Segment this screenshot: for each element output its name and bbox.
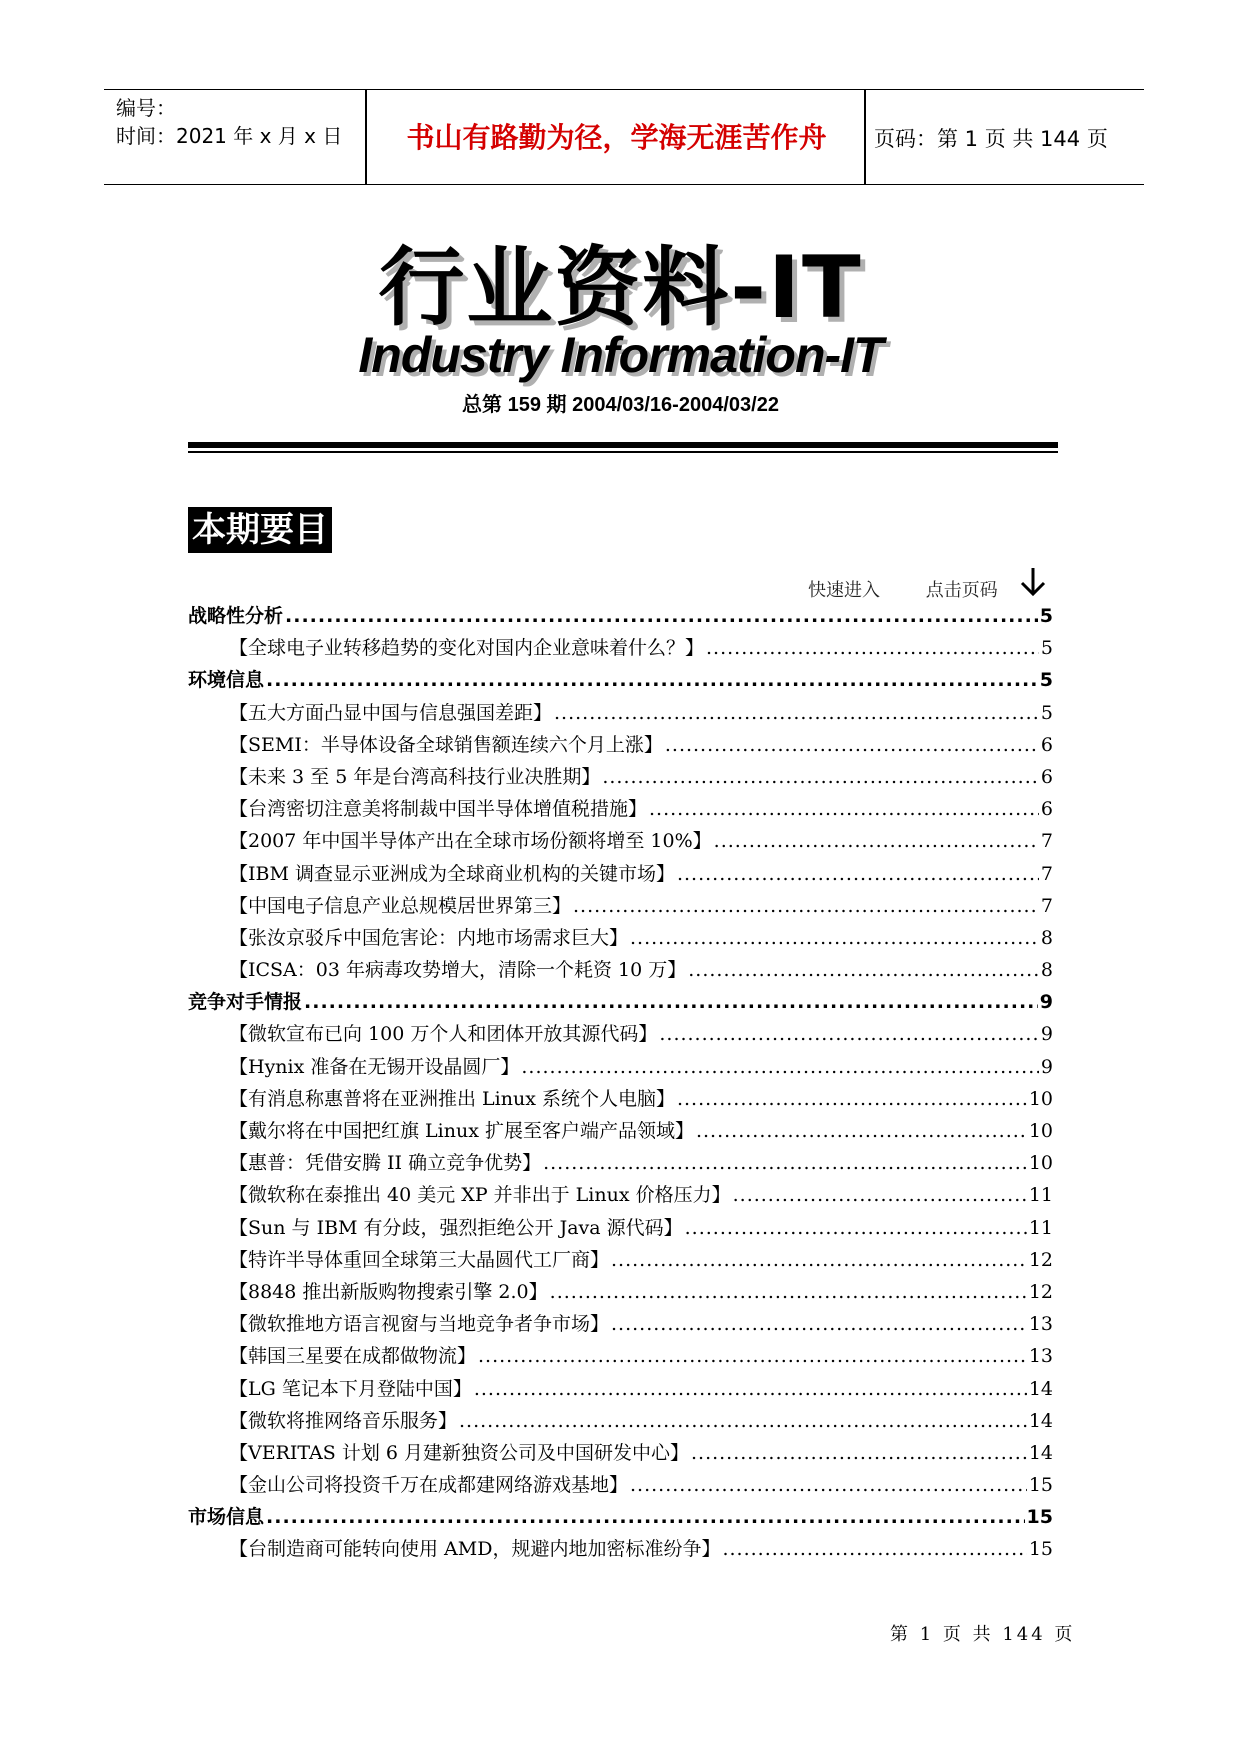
toc-category[interactable] xyxy=(188,664,1053,696)
title-english: Industry Information-IT xyxy=(358,327,883,383)
toc-entry[interactable] xyxy=(188,858,1053,890)
toc-entry-title: 【特许半导体重回全球第三大晶圆代工厂商】 xyxy=(229,1248,610,1271)
toc-entry-title: 【LG 笔记本下月登陆中国】 xyxy=(229,1377,472,1400)
toc-entry[interactable] xyxy=(188,1244,1053,1276)
toc-leader-dots xyxy=(696,1115,1027,1147)
toc-page-link[interactable]: 10 xyxy=(1028,1120,1053,1142)
toc-entry-title: 【SEMI：半导体设备全球销售额连续六个月上涨】 xyxy=(229,733,663,756)
toc-leader-dots xyxy=(685,1212,1027,1244)
toc-entry-title: 【五大方面凸显中国与信息强国差距】 xyxy=(229,701,553,724)
toc-entry-title: 【2007 年中国半导体产出在全球市场份额将增至 10%】 xyxy=(229,830,712,853)
toc-entry[interactable] xyxy=(188,1340,1053,1372)
toc-leader-dots xyxy=(285,600,1038,632)
toc-page-link[interactable]: 5 xyxy=(1039,605,1053,627)
toc-leader-dots xyxy=(266,664,1038,696)
toc-leader-dots xyxy=(266,1501,1025,1533)
toc-leader-dots xyxy=(691,1437,1027,1469)
toc-entry[interactable] xyxy=(188,890,1053,922)
toc-entry-title: 【台湾密切注意美将制裁中国半导体增值税措施】 xyxy=(229,798,648,821)
title-chinese: 行业资料-IT xyxy=(378,238,863,338)
toc-page-link[interactable]: 10 xyxy=(1028,1152,1053,1175)
toc-entry-title: 【张汝京驳斥中国危害论：内地市场需求巨大】 xyxy=(229,926,629,949)
toc-leader-dots xyxy=(573,890,1039,922)
toc-leader-dots xyxy=(714,825,1039,857)
toc-leader-dots xyxy=(706,632,1039,664)
toc-entry[interactable] xyxy=(188,632,1053,664)
toc-entry[interactable] xyxy=(188,761,1053,793)
toc-entry[interactable] xyxy=(188,729,1053,761)
toc-page-link[interactable]: 15 xyxy=(1028,1538,1053,1561)
toc-entry[interactable] xyxy=(188,1147,1053,1179)
toc-page-link[interactable]: 9 xyxy=(1040,1055,1053,1078)
toc-page-link[interactable]: 14 xyxy=(1028,1377,1053,1400)
toc-entry-title: 市场信息 xyxy=(188,1506,265,1529)
toc-entry-title: 【韩国三星要在成都做物流】 xyxy=(229,1345,477,1368)
toc-entry[interactable] xyxy=(188,793,1053,825)
toc-category[interactable] xyxy=(188,600,1053,632)
toc-entry-title: 【Hynix 准备在无锡开设晶圆厂】 xyxy=(229,1055,520,1078)
toc-entry[interactable] xyxy=(188,922,1053,954)
table-of-contents xyxy=(188,600,1053,1566)
toc-page-link[interactable]: 8 xyxy=(1040,926,1053,949)
toc-entry-title: 环境信息 xyxy=(188,669,265,692)
toc-leader-dots xyxy=(611,1308,1027,1340)
toc-leader-dots xyxy=(474,1373,1027,1405)
header-meta xyxy=(116,94,366,150)
toc-page-link[interactable]: 5 xyxy=(1040,637,1053,660)
toc-page-link[interactable]: 7 xyxy=(1040,894,1053,917)
toc-page-link[interactable]: 8 xyxy=(1040,959,1053,982)
toc-entry[interactable] xyxy=(188,1469,1053,1501)
toc-entry[interactable] xyxy=(188,1533,1053,1565)
toc-entry-title: 【IBM 调查显示亚洲成为全球商业机构的关键市场】 xyxy=(229,862,675,885)
toc-leader-dots xyxy=(630,922,1039,954)
toc-entry-title: 【未来 3 至 5 年是台湾高科技行业决胜期】 xyxy=(229,765,601,788)
section-label: 本期要目 xyxy=(188,507,332,553)
toc-entry-title: 【全球电子业转移趋势的变化对国内企业意味着什么？】 xyxy=(229,637,705,660)
toc-leader-dots xyxy=(677,1083,1027,1115)
toc-leader-dots xyxy=(630,1469,1027,1501)
toc-page-link[interactable]: 15 xyxy=(1028,1474,1053,1497)
toc-leader-dots xyxy=(688,954,1039,986)
toc-page-link[interactable]: 12 xyxy=(1028,1280,1053,1303)
toc-page-link[interactable]: 5 xyxy=(1040,701,1053,724)
header-motto: 书山有路勤为径，学海无涯苦作舟 xyxy=(406,121,827,154)
toc-entry-title: 【微软推地方语言视窗与当地竞争者争市场】 xyxy=(229,1313,610,1336)
toc-entry-title: 【戴尔将在中国把红旗 Linux 扩展至客户端产品领域】 xyxy=(229,1120,694,1142)
toc-entry[interactable] xyxy=(188,1083,1053,1115)
issue-line: 总第 159 期 2004/03/16-2004/03/22 xyxy=(462,394,779,416)
toc-entry[interactable] xyxy=(188,1373,1053,1405)
toc-page-link[interactable]: 9 xyxy=(1040,1023,1053,1046)
toc-leader-dots xyxy=(550,1276,1027,1308)
toc-leader-dots xyxy=(659,1018,1039,1050)
toc-entry[interactable] xyxy=(188,1212,1053,1244)
header-page-info: 页码：第 1 页 共 144 页 xyxy=(874,127,1108,151)
page-footer: 第 1 页 共 144 页 xyxy=(890,1624,1076,1645)
toc-page-link[interactable]: 6 xyxy=(1040,765,1053,788)
toc-leader-dots xyxy=(649,793,1039,825)
quick-enter-label: 快速进入 xyxy=(808,580,880,601)
toc-entry-title: 【Sun 与 IBM 有分歧，强烈拒绝公开 Java 源代码】 xyxy=(229,1216,683,1239)
toc-entry-title: 【微软将推网络音乐服务】 xyxy=(229,1409,458,1432)
toc-page-link[interactable]: 9 xyxy=(1039,991,1053,1014)
toc-entry-title: 【微软宣布已向 100 万个人和团体开放其源代码】 xyxy=(229,1023,658,1046)
title-rule-thin xyxy=(188,451,1058,453)
toc-page-link[interactable]: 11 xyxy=(1028,1184,1053,1207)
toc-entry[interactable] xyxy=(188,1018,1053,1050)
toc-leader-dots xyxy=(611,1244,1027,1276)
toc-entry[interactable] xyxy=(188,1051,1053,1083)
number-label: 编号： xyxy=(116,96,176,120)
header-divider xyxy=(864,90,866,184)
toc-leader-dots xyxy=(459,1405,1027,1437)
toc-leader-dots xyxy=(543,1147,1027,1179)
toc-entry[interactable] xyxy=(188,1179,1053,1211)
toc-entry-title: 【ICSA：03 年病毒攻势增大，清除一个耗资 10 万】 xyxy=(229,959,687,982)
arrow-down-icon xyxy=(1018,566,1048,598)
toc-entry[interactable] xyxy=(188,1276,1053,1308)
toc-entry[interactable] xyxy=(188,825,1053,857)
toc-page-link[interactable]: 5 xyxy=(1039,669,1053,692)
document-header xyxy=(104,89,1144,185)
toc-page-link[interactable]: 7 xyxy=(1040,830,1053,853)
toc-category[interactable] xyxy=(188,1501,1053,1533)
toc-leader-dots xyxy=(602,761,1039,793)
toc-page-link[interactable]: 14 xyxy=(1028,1441,1053,1464)
toc-entry[interactable] xyxy=(188,697,1053,729)
toc-page-link[interactable]: 13 xyxy=(1028,1345,1053,1368)
title-rule xyxy=(188,442,1058,448)
toc-entry-title: 【中国电子信息产业总规模居世界第三】 xyxy=(229,894,572,917)
toc-page-link[interactable]: 13 xyxy=(1028,1313,1053,1336)
toc-category[interactable] xyxy=(188,986,1053,1018)
toc-entry-title: 战略性分析 xyxy=(188,605,284,627)
toc-leader-dots xyxy=(665,729,1039,761)
toc-entry-title: 【惠普：凭借安腾 II 确立竞争优势】 xyxy=(229,1152,542,1175)
toc-page-link[interactable]: 7 xyxy=(1040,862,1053,885)
time-label: 时间：2021 年 x 月 x 日 xyxy=(116,124,343,148)
header-divider xyxy=(365,90,367,184)
toc-entry-title: 【微软称在泰推出 40 美元 XP 并非出于 Linux 价格压力】 xyxy=(229,1184,731,1207)
toc-page-link[interactable]: 6 xyxy=(1040,733,1053,756)
toc-entry-title: 【有消息称惠普将在亚洲推出 Linux 系统个人电脑】 xyxy=(229,1087,675,1110)
toc-leader-dots xyxy=(554,697,1039,729)
toc-entry-title: 【台制造商可能转向使用 AMD，规避内地加密标准纷争】 xyxy=(229,1538,721,1561)
toc-entry[interactable] xyxy=(188,1437,1053,1469)
toc-entry[interactable] xyxy=(188,954,1053,986)
toc-entry-title: 竞争对手情报 xyxy=(188,991,303,1014)
quick-nav xyxy=(808,576,1038,602)
toc-page-link[interactable]: 11 xyxy=(1028,1216,1053,1239)
toc-entry-title: 【金山公司将投资千万在成都建网络游戏基地】 xyxy=(229,1474,629,1497)
toc-page-link[interactable]: 6 xyxy=(1040,798,1053,821)
toc-leader-dots xyxy=(677,858,1039,890)
toc-leader-dots xyxy=(521,1051,1039,1083)
toc-leader-dots xyxy=(478,1340,1027,1372)
toc-entry[interactable] xyxy=(188,1308,1053,1340)
toc-entry[interactable] xyxy=(188,1115,1053,1147)
toc-entry[interactable] xyxy=(188,1405,1053,1437)
toc-page-link[interactable]: 10 xyxy=(1028,1087,1053,1110)
quick-click-label: 点击页码 xyxy=(925,580,998,601)
toc-page-link[interactable]: 15 xyxy=(1026,1506,1053,1529)
toc-entry-title: 【VERITAS 计划 6 月建新独资公司及中国研发中心】 xyxy=(229,1441,689,1464)
toc-leader-dots xyxy=(304,986,1038,1018)
toc-page-link[interactable]: 12 xyxy=(1028,1248,1053,1271)
toc-leader-dots xyxy=(733,1179,1027,1211)
toc-entry-title: 【8848 推出新版购物搜索引擎 2.0】 xyxy=(229,1280,548,1303)
toc-page-link[interactable]: 14 xyxy=(1028,1409,1053,1432)
toc-leader-dots xyxy=(722,1533,1026,1565)
